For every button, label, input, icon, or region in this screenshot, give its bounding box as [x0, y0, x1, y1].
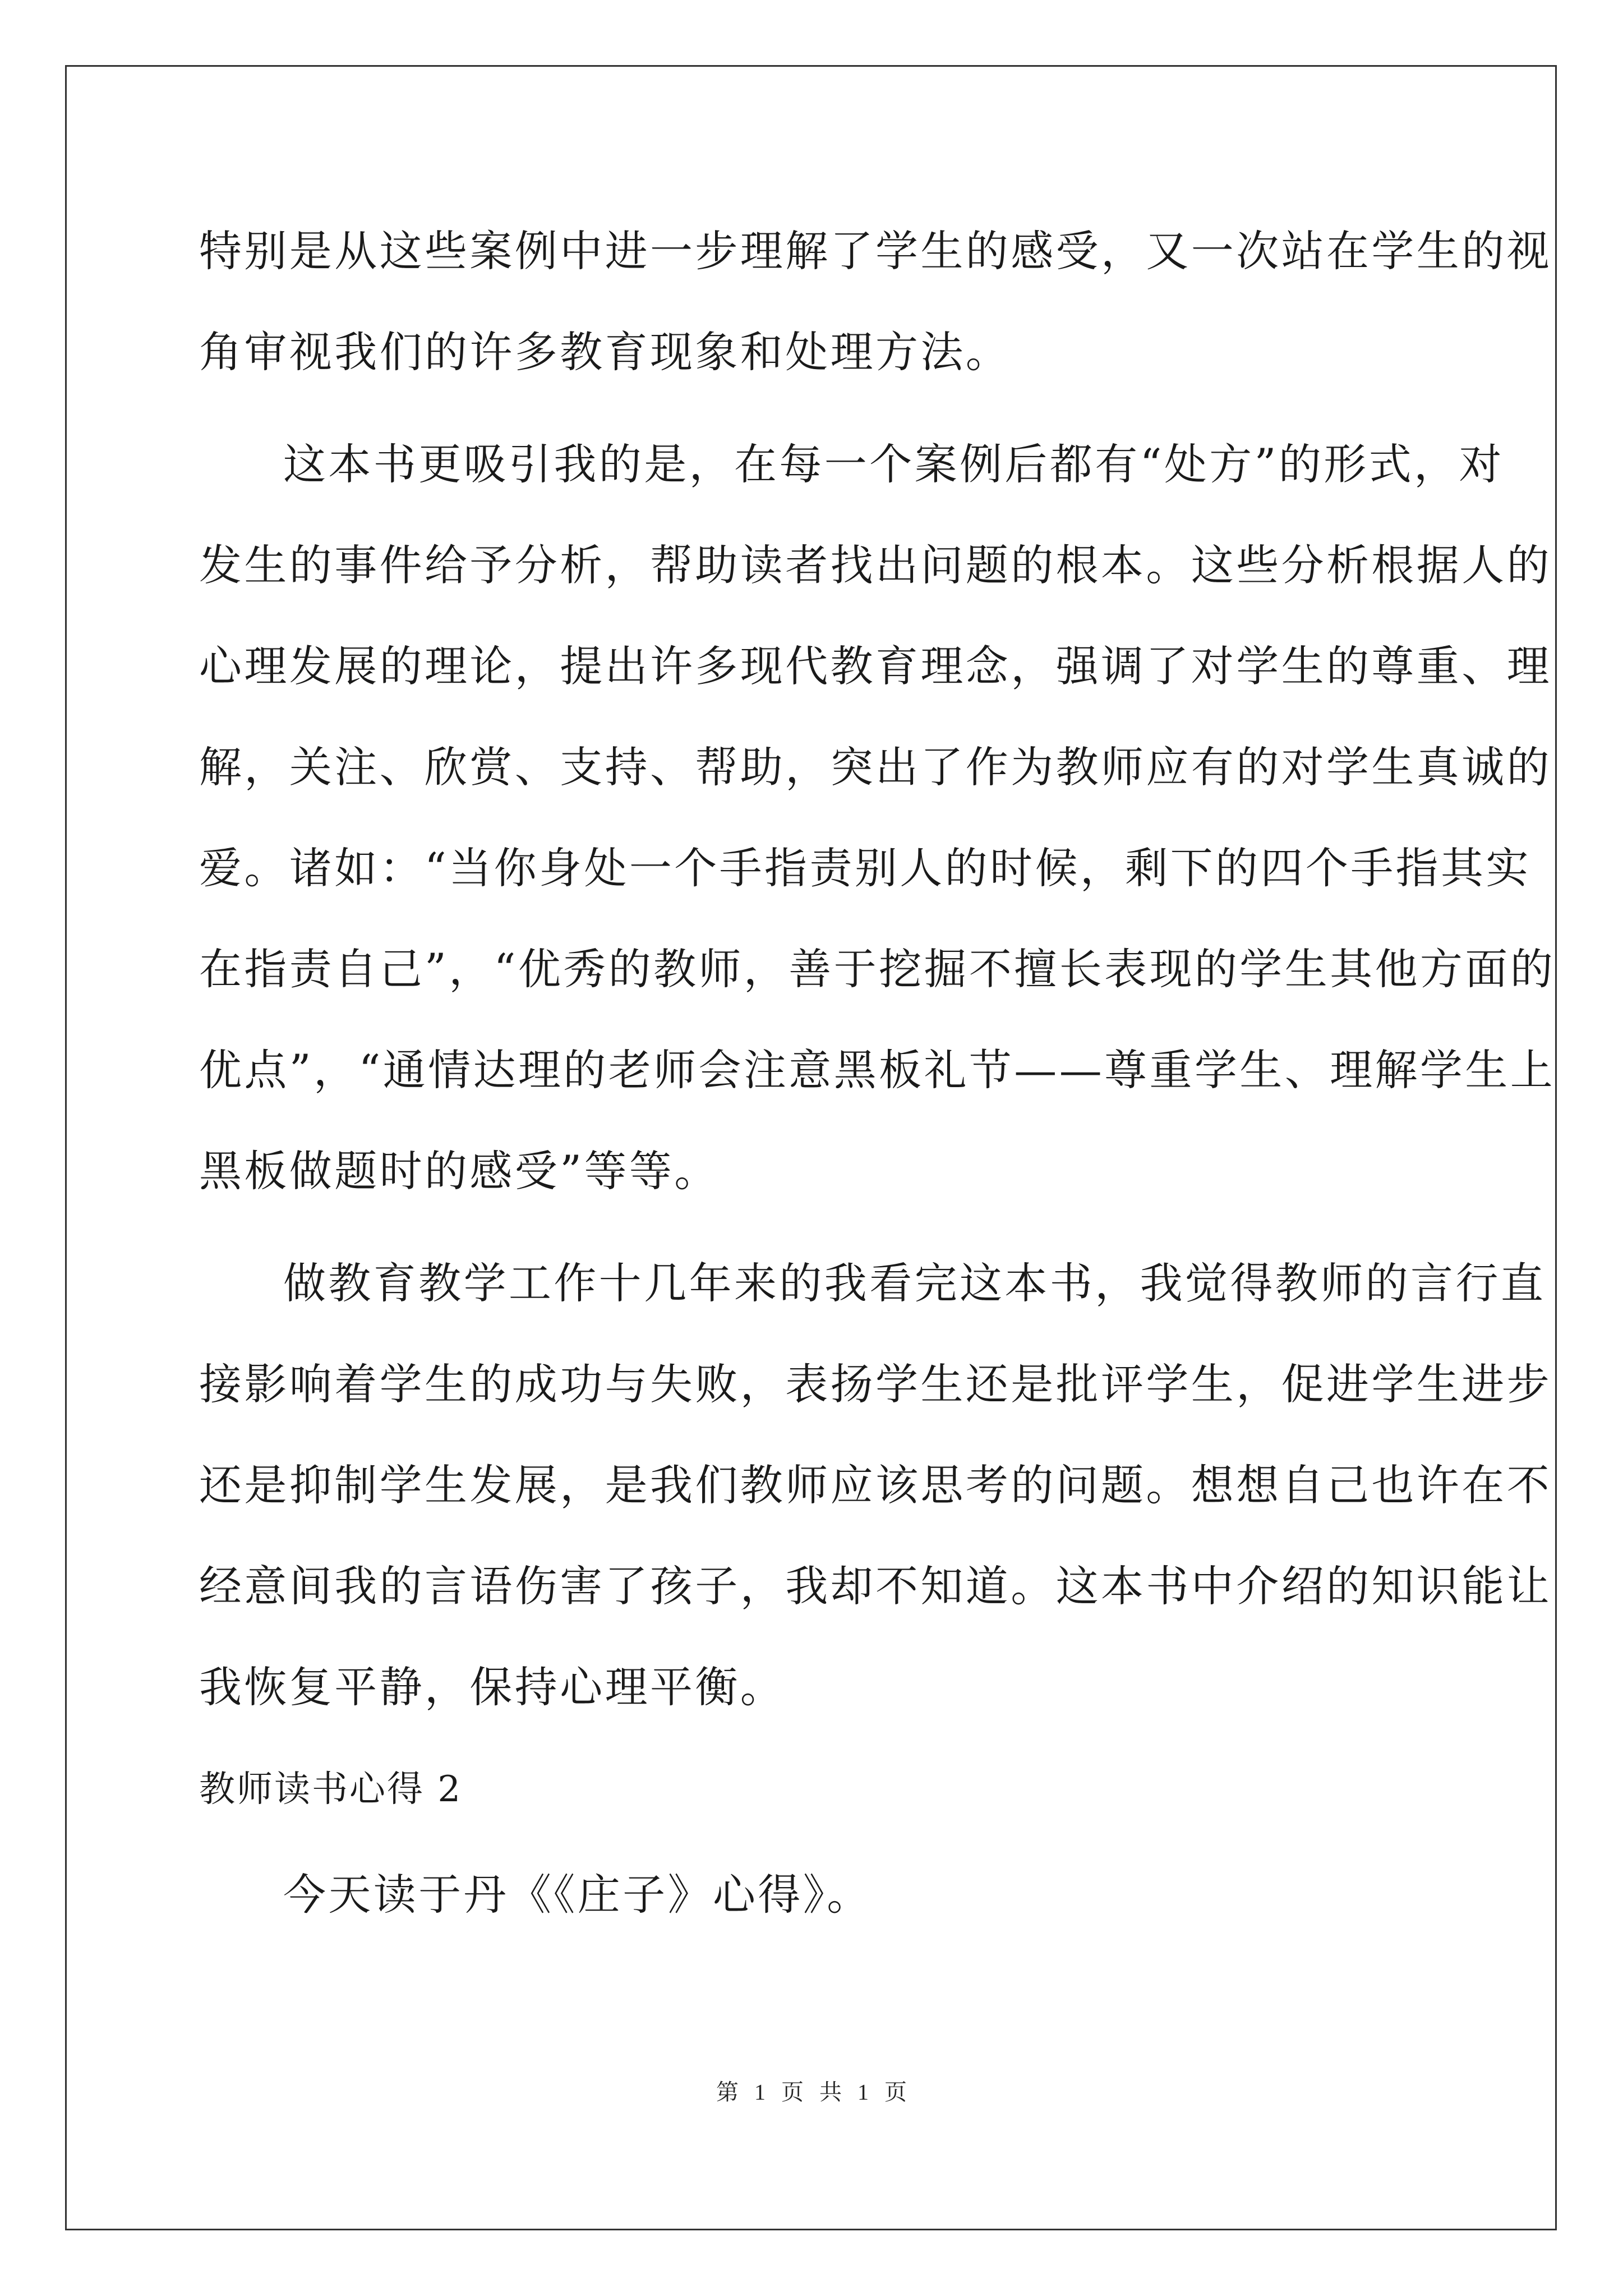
paragraph-2-line-8: 黑板做题时的感受”等等。: [199, 1146, 720, 1196]
paragraph-3-line-1: 做教育教学工作十几年来的我看完这本书，我觉得教师的言行直: [283, 1258, 1546, 1308]
paragraph-3-line-5: 我恢复平静，保持心理平衡。: [199, 1662, 786, 1712]
paragraph-2-line-6: 在指责自己”，“优秀的教师，善于挖掘不擅长表现的学生其他方面的: [199, 944, 1556, 994]
paragraph-2-line-1: 这本书更吸引我的是，在每一个案例后都有“处方”的形式，对: [283, 439, 1504, 489]
paragraph-2-line-7: 优点”，“通情达理的老师会注意黑板礼节——尊重学生、理解学生上: [199, 1045, 1556, 1095]
paragraph-2-line-3: 心理发展的理论，提出许多现代教育理念，强调了对学生的尊重、理: [199, 641, 1552, 691]
paragraph-1-line-2: 角审视我们的许多教育现象和处理方法。: [199, 327, 1011, 377]
paragraph-2-line-5: 爱。诸如：“当你身处一个手指责别人的时候，剩下的四个手指其实: [199, 843, 1531, 893]
paragraph-3-line-3: 还是抑制学生发展，是我们教师应该思考的问题。想想自己也许在不: [199, 1460, 1552, 1510]
paragraph-2-line-4: 解，关注、欣赏、支持、帮助，突出了作为教师应有的对学生真诚的: [199, 742, 1552, 792]
paragraph-3-line-4: 经意间我的言语伤害了孩子，我却不知道。这本书中介绍的知识能让: [199, 1561, 1552, 1611]
section-heading: 教师读书心得 2: [199, 1769, 463, 1810]
section-paragraph-line-1: 今天读于丹《《庄子》心得》。: [283, 1870, 872, 1920]
paragraph-3-line-2: 接影响着学生的成功与失败，表扬学生还是批评学生，促进学生进步: [199, 1359, 1552, 1409]
paragraph-1-line-1: 特别是从这些案例中进一步理解了学生的感受，又一次站在学生的视: [199, 226, 1552, 276]
paragraph-2-line-2: 发生的事件给予分析，帮助读者找出问题的根本。这些分析根据人的: [199, 540, 1552, 590]
page-footer: 第 1 页 共 1 页: [716, 2079, 907, 2105]
